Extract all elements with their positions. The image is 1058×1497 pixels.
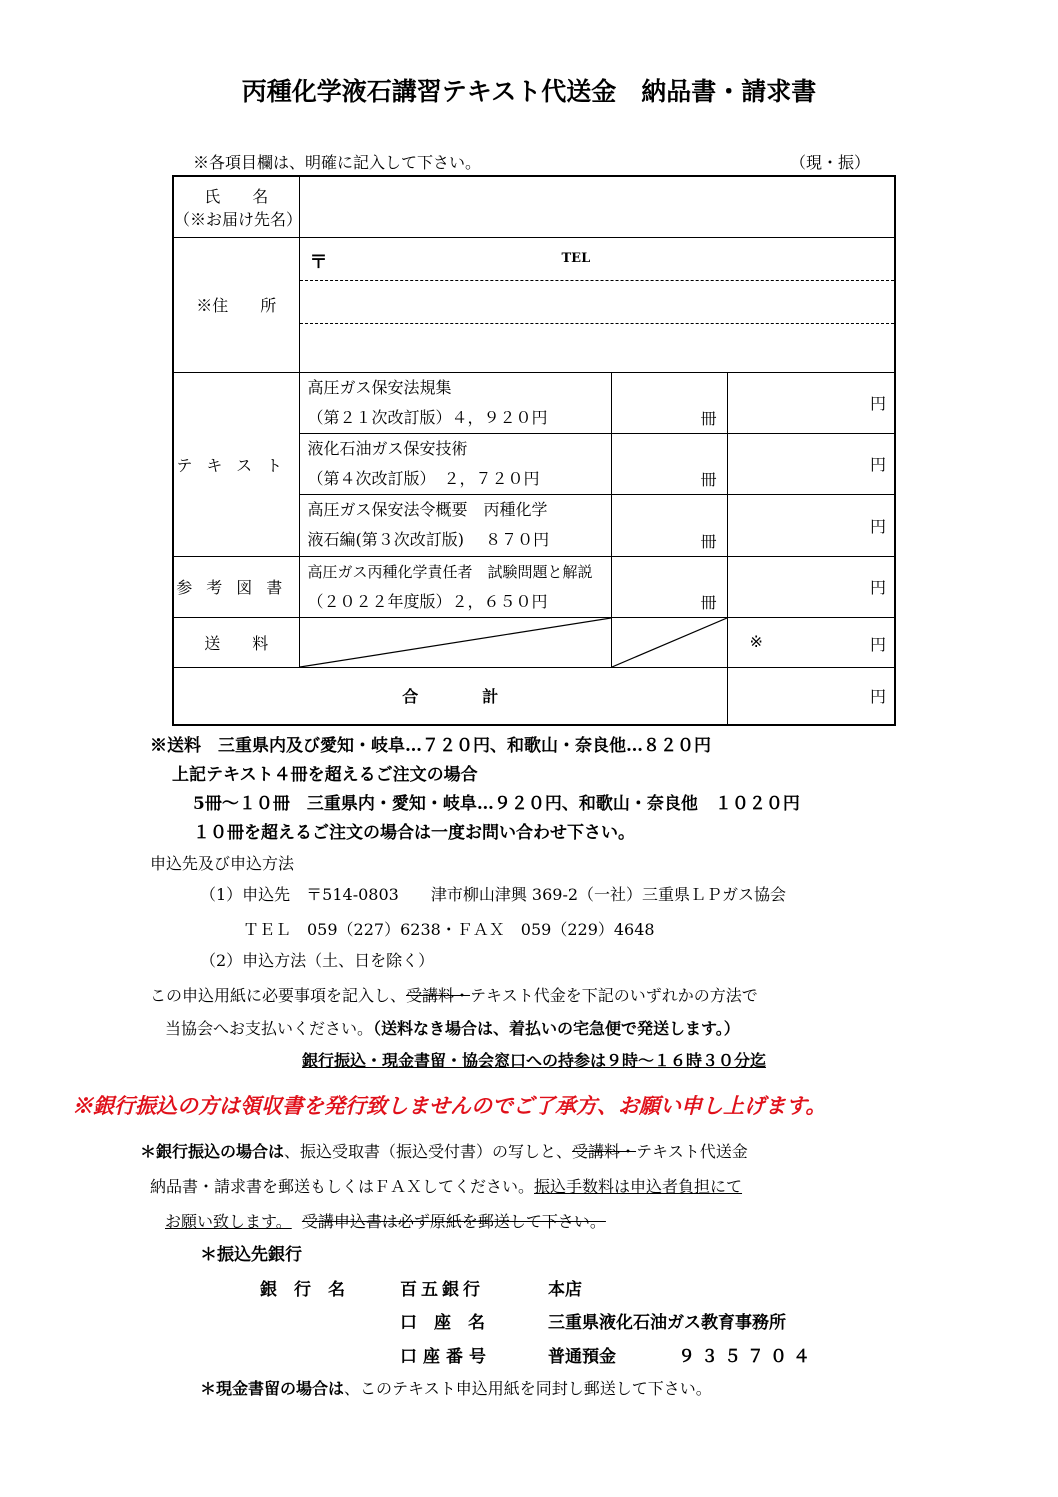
cash-note-b: 、このテキスト申込用紙を同封し郵送して下さい。	[344, 1379, 712, 1398]
apply-body-1	[150, 983, 758, 1006]
name-label-cell	[173, 176, 303, 237]
account-name-value: 三重県液化石油ガス教育事務所	[548, 1313, 786, 1333]
cash-note-a: ＊現金書留の場合は	[200, 1379, 345, 1398]
book-1-amount[interactable]: 円	[727, 372, 895, 433]
account-number: ９３５７０４	[678, 1347, 816, 1367]
book-2-amount[interactable]: 円	[727, 433, 895, 494]
bank-name-value: 百五銀行	[400, 1280, 484, 1300]
shipping-amount[interactable]	[727, 617, 895, 667]
bank-line-2a: 納品書・請求書を郵送もしくはＦＡＸしてください。	[150, 1177, 535, 1196]
reference-label: 参考図書	[173, 556, 299, 617]
apply-body-2a: 当協会へお支払いください。	[165, 1019, 374, 1038]
bank-line-3-strike: 受講申込書は必ず原紙を郵送して下さい。	[301, 1212, 606, 1231]
apply-contact: ＴＥＬ 059（227）6238・ＦＡＸ 059（229）4648	[243, 920, 655, 939]
address-line-1[interactable]	[300, 281, 895, 324]
apply-destination: （1）申込先 〒514-0803 津市柳山津興 369-2（一社）三重県ＬＰガス協会	[200, 885, 787, 904]
instruction-note: ※各項目欄は、明確に記入して下さい。	[193, 153, 482, 172]
book-3-price: 液石編(第３次改訂版) ８７０円	[307, 530, 550, 549]
total-amount[interactable]: 円	[727, 667, 895, 725]
book-4-price: （２０２２年度版）２，６５０円	[307, 591, 548, 611]
page-title: 丙種化学液石講習テキスト代送金 納品書・請求書	[241, 77, 817, 106]
book-2-count[interactable]: 冊	[611, 433, 727, 494]
bank-line-2-underline: 振込手数料は申込者負担にて	[534, 1177, 743, 1196]
account-name-label: 口 座 名	[400, 1313, 485, 1333]
bank-name-label: 銀 行 名	[260, 1280, 345, 1300]
bank-line-1-strike: 受講料・	[572, 1142, 637, 1161]
account-type: 普通預金	[548, 1347, 616, 1367]
book-4-count[interactable]: 冊	[611, 556, 727, 617]
bank-heading: ＊振込先銀行	[200, 1245, 302, 1265]
apply-body-2b: （送料なき場合は、着払いの宅急便で発送します。）	[373, 1019, 740, 1038]
shipping-blank-2	[611, 617, 727, 667]
apply-body-1a: この申込用紙に必要事項を記入し、	[150, 986, 407, 1005]
bank-line-1a: ＊銀行振込の場合は	[140, 1142, 285, 1161]
text-label: テキスト	[173, 372, 299, 556]
book-3	[299, 494, 611, 556]
postal-tel-line[interactable]	[300, 238, 895, 281]
address-line-2[interactable]	[300, 324, 895, 372]
total-label: 合 計	[173, 667, 727, 725]
postal-mark: 〒	[309, 251, 328, 273]
bank-line-3-underline: お願い致します。	[165, 1212, 292, 1231]
book-4	[299, 556, 611, 617]
shipping-note-1: ※送料 三重県内及び愛知・岐阜…７２０円、和歌山・奈良他…８２０円	[150, 736, 711, 756]
book-1-title: 高圧ガス保安法規集	[307, 377, 452, 397]
apply-body-1-strike: 受講料・	[406, 986, 471, 1005]
order-form-table	[172, 175, 896, 726]
book-2-title: 液化石油ガス保安技術	[307, 438, 468, 458]
book-1-price: （第２１次改訂版）４，９２０円	[307, 407, 548, 427]
name-field[interactable]	[299, 176, 895, 237]
bank-line-3	[165, 1209, 606, 1232]
apply-body-2	[165, 1016, 740, 1039]
shipping-mark: ※	[749, 631, 763, 651]
shipping-label: 送 料	[173, 617, 299, 667]
book-3-title: 高圧ガス保安法令概要 丙種化学	[307, 500, 548, 519]
apply-heading: 申込先及び申込方法	[150, 854, 295, 873]
shipping-note-2: 上記テキスト４冊を超えるご注文の場合	[172, 765, 478, 785]
book-1	[299, 372, 611, 433]
book-3-amount[interactable]: 円	[727, 494, 895, 556]
shipping-yen: 円	[869, 634, 886, 654]
apply-body-1b: テキスト代金を下記のいずれかの方法で	[470, 986, 758, 1005]
shipping-blank-1	[299, 617, 611, 667]
book-4-title: 高圧ガス丙種化学責任者 試験問題と解説	[307, 562, 593, 581]
payment-type-note: （現・振）	[790, 153, 871, 172]
apply-hours: 銀行振込・現金書留・協会窓口への持参は９時～１６時３０分迄	[302, 1051, 767, 1070]
name-label: 氏 名	[204, 186, 269, 206]
book-3-count[interactable]: 冊	[611, 494, 727, 556]
bank-line-1	[140, 1139, 748, 1162]
book-4-amount[interactable]: 円	[727, 556, 895, 617]
account-number-label: 口座番号	[400, 1347, 492, 1367]
book-2-price: （第４次改訂版） ２，７２０円	[307, 468, 540, 488]
shipping-note-4: １０冊を超えるご注文の場合は一度お問い合わせ下さい。	[193, 823, 635, 843]
bank-branch: 本店	[548, 1280, 582, 1300]
apply-method: （2）申込方法（土、日を除く）	[200, 951, 435, 970]
address-label: ※住 所	[173, 237, 299, 372]
tel-mark: TEL	[561, 250, 591, 266]
red-notice: ※銀行振込の方は領収書を発行致しませんのでご了承方、お願い申し上げます。	[72, 1093, 827, 1118]
book-1-count[interactable]: 冊	[611, 372, 727, 433]
book-2	[299, 433, 611, 494]
bank-line-1c: テキスト代送金	[636, 1142, 748, 1161]
bank-line-1b: 、振込受取書（振込受付書）の写しと、	[284, 1142, 573, 1161]
bank-line-2	[150, 1174, 742, 1197]
shipping-note-3: 5冊～１０冊 三重県内・愛知・岐阜…９２０円、和歌山・奈良他 １０２０円	[193, 794, 800, 814]
name-sublabel: （※お届け先名）	[174, 209, 303, 229]
cash-note	[200, 1376, 712, 1399]
